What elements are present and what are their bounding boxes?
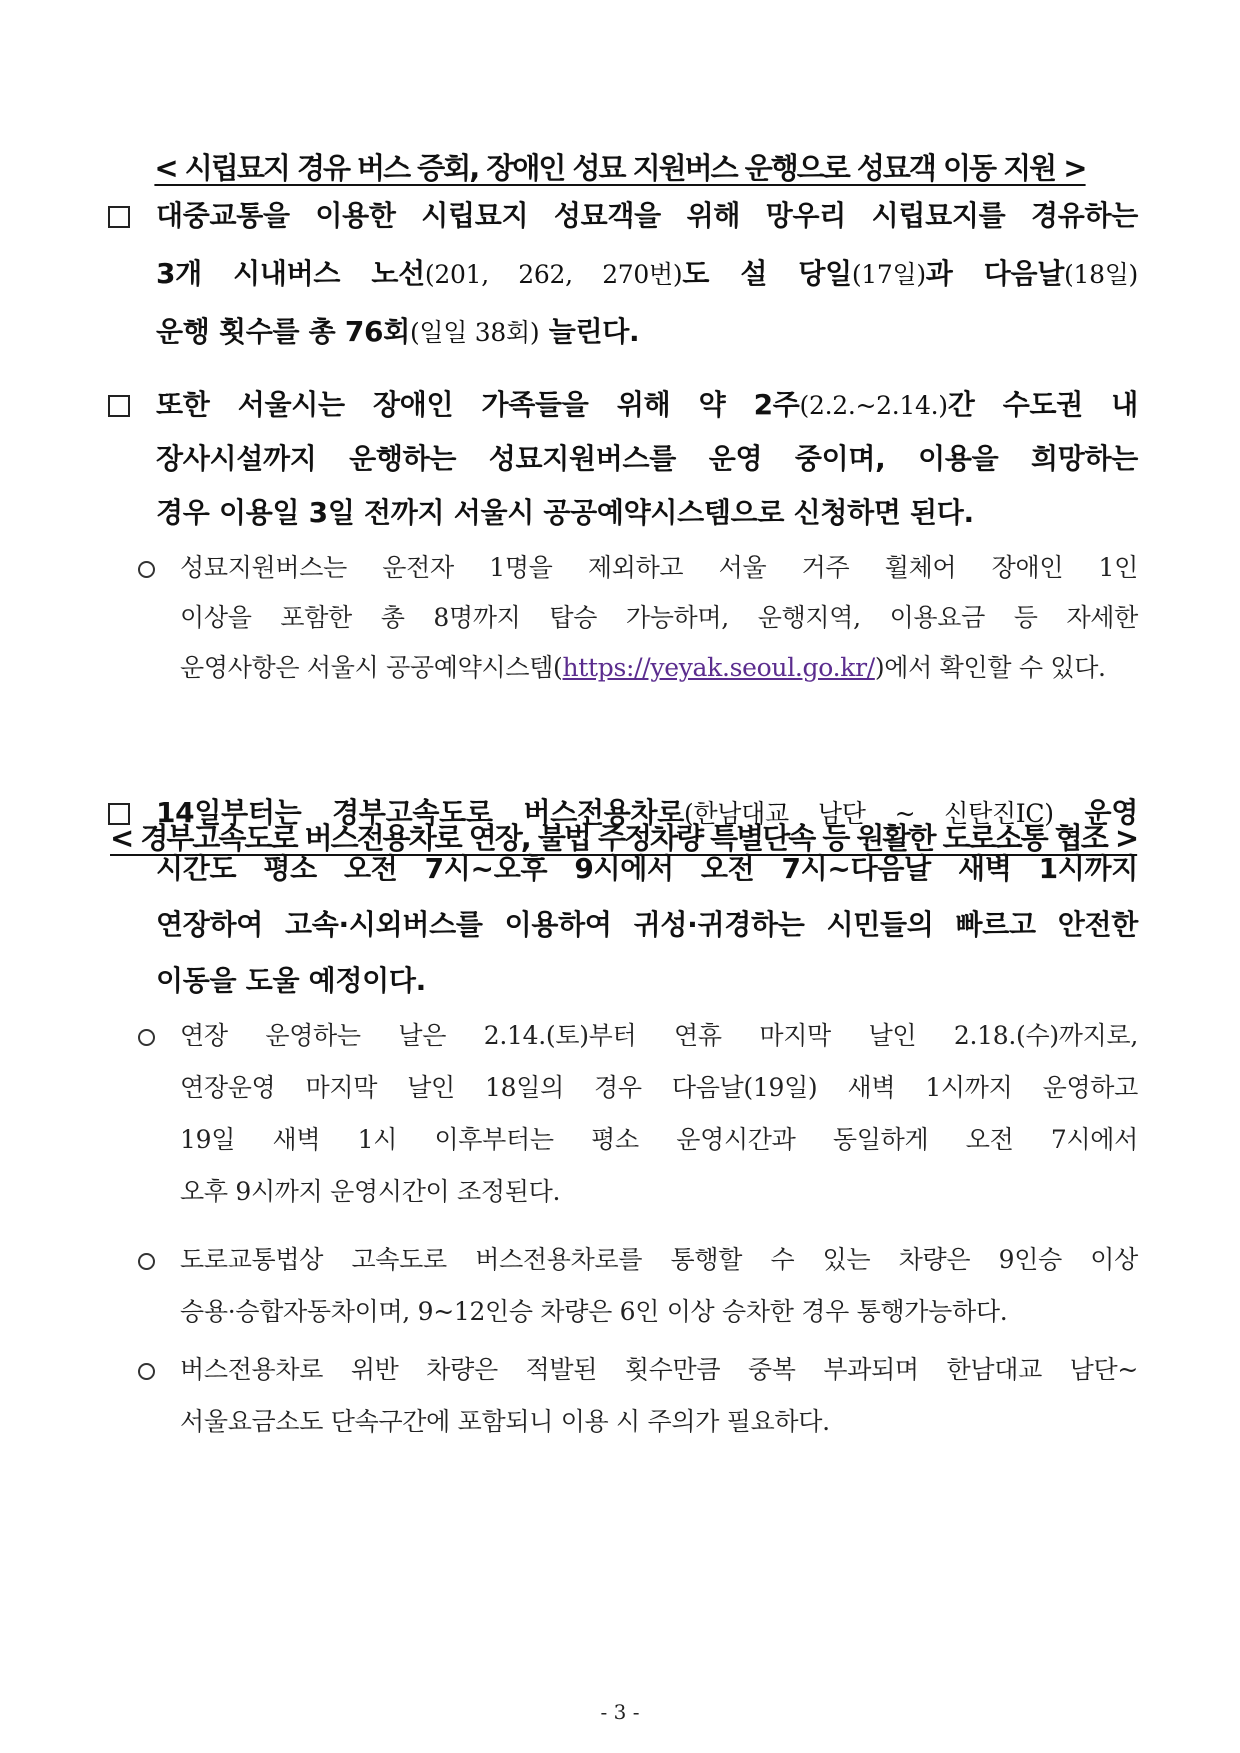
paragraph-line: 이동을 도울 예정이다. bbox=[156, 964, 426, 997]
paragraph-line: 14일부터는 경부고속도로 버스전용차로(한남대교 남단 ~ 신탄진IC) 운영 bbox=[156, 796, 1138, 829]
circle-bullet-icon bbox=[138, 1363, 155, 1380]
paragraph-line: 3개 시내버스 노선(201, 262, 270번)도 설 당일(17일)과 다음날(18일) bbox=[156, 257, 1139, 290]
square-bullet-icon bbox=[108, 803, 130, 825]
circle-bullet-icon bbox=[138, 1029, 155, 1046]
circle-bullet-icon bbox=[138, 1253, 155, 1270]
paragraph-line: 19일 새벽 1시 이후부터는 평소 운영시간과 동일하게 오전 7시에서 bbox=[180, 1125, 1138, 1154]
square-bullet-icon bbox=[108, 206, 130, 228]
section-title: < 경부고속도로 버스전용차로 연장, 불법 주정차량 특별단속 등 원활한 도로소통 협조 > bbox=[110, 821, 1138, 855]
paragraph-line: 승용·승합자동차이며, 9~12인승 차량은 6인 이상 승차한 경우 통행가능하다. bbox=[180, 1297, 1008, 1326]
paragraph-line: 연장하여 고속·시외버스를 이용하여 귀성·귀경하는 시민들의 빠르고 안전한 bbox=[156, 908, 1138, 941]
page-number: - 3 - bbox=[600, 1700, 640, 1724]
paragraph-line: 연장운영 마지막 날인 18일의 경우 다음날(19일) 새벽 1시까지 운영하고 bbox=[180, 1073, 1138, 1102]
paragraph-line: 대중교통을 이용한 시립묘지 성묘객을 위해 망우리 시립묘지를 경유하는 bbox=[156, 199, 1138, 232]
paragraph-line: 또한 서울시는 장애인 가족들을 위해 약 2주(2.2.~2.14.)간 수도권 내 bbox=[156, 388, 1139, 421]
paragraph-line: 서울요금소도 단속구간에 포함되니 이용 시 주의가 필요하다. bbox=[180, 1407, 830, 1436]
square-bullet-icon bbox=[108, 395, 130, 417]
paragraph-line: 성묘지원버스는 운전자 1명을 제외하고 서울 거주 휠체어 장애인 1인 bbox=[180, 553, 1138, 582]
paragraph-line: 버스전용차로 위반 차량은 적발된 횟수만큼 중복 부과되며 한남대교 남단~ bbox=[180, 1355, 1138, 1384]
paragraph-line: 운영사항은 서울시 공공예약시스템(https://yeyak.seoul.go.kr/)에서 확인할 수 있다. bbox=[180, 653, 1106, 682]
paragraph-line: 이상을 포함한 총 8명까지 탑승 가능하며, 운행지역, 이용요금 등 자세한 bbox=[180, 603, 1138, 632]
paragraph-line: 연장 운영하는 날은 2.14.(토)부터 연휴 마지막 날인 2.18.(수)까지로, bbox=[180, 1021, 1138, 1050]
paragraph-line: 장사시설까지 운행하는 성묘지원버스를 운영 중이며, 이용을 희망하는 bbox=[156, 442, 1138, 475]
paragraph-line: 경우 이용일 3일 전까지 서울시 공공예약시스템으로 신청하면 된다. bbox=[156, 496, 974, 529]
paragraph-line: 운행 횟수를 총 76회(일일 38회) 늘린다. bbox=[156, 315, 640, 348]
paragraph-line: 도로교통법상 고속도로 버스전용차로를 통행할 수 있는 차량은 9인승 이상 bbox=[180, 1245, 1138, 1274]
paragraph-line: 오후 9시까지 운영시간이 조정된다. bbox=[180, 1177, 561, 1206]
reservation-link[interactable]: https://yeyak.seoul.go.kr/ bbox=[562, 653, 875, 682]
paragraph-line: 시간도 평소 오전 7시~오후 9시에서 오전 7시~다음날 새벽 1시까지 bbox=[156, 852, 1138, 885]
section-title: < 시립묘지 경유 버스 증회, 장애인 성묘 지원버스 운행으로 성묘객 이동 지원 > bbox=[154, 151, 1086, 185]
circle-bullet-icon bbox=[138, 561, 155, 578]
